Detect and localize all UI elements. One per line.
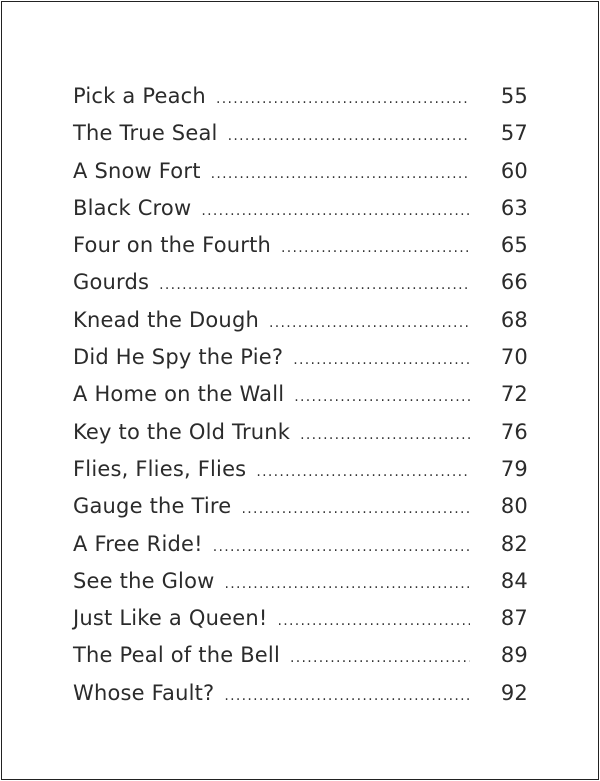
toc-entry-title: Gourds	[73, 270, 150, 295]
toc-entry-page: 68	[500, 307, 528, 332]
dot-leader	[213, 539, 470, 555]
toc-entry-title: Black Crow	[73, 195, 192, 220]
toc-entry	[73, 345, 528, 382]
dot-leader	[277, 613, 470, 629]
toc-entry-page: 65	[500, 233, 528, 258]
toc-entry-title: Knead the Dough	[73, 307, 259, 332]
toc-entry	[73, 420, 528, 457]
toc-entry	[73, 270, 528, 307]
toc-entry-page: 63	[500, 195, 528, 220]
toc-entry-page: 72	[500, 382, 528, 407]
toc-entry-page: 66	[500, 270, 528, 295]
toc-entry	[73, 159, 528, 196]
dot-leader	[256, 464, 470, 480]
toc-entry-title: A Snow Fort	[73, 158, 201, 183]
toc-entry	[73, 494, 528, 531]
toc-entry-page: 82	[500, 531, 528, 556]
toc-entry	[73, 681, 528, 718]
dot-leader	[290, 650, 470, 666]
toc-entry-page: 76	[500, 419, 528, 444]
toc-entry-page: 57	[500, 121, 528, 146]
toc-entry	[73, 121, 528, 158]
toc-entry-title: See the Glow	[73, 568, 215, 593]
toc-entry-page: 55	[500, 84, 528, 108]
dot-leader	[294, 389, 470, 405]
toc-entry-title: A Home on the Wall	[73, 382, 285, 407]
toc-entry	[73, 457, 528, 494]
dot-leader	[225, 576, 470, 592]
toc-entry-title: Gauge the Tire	[73, 494, 232, 519]
toc-entry-title: Did He Spy the Pie?	[73, 345, 284, 370]
dot-leader	[300, 427, 470, 443]
toc-entry	[73, 606, 528, 643]
toc-entry-page: 89	[500, 643, 528, 668]
toc-entry-title: The Peal of the Bell	[73, 643, 280, 668]
toc-entry	[73, 643, 528, 680]
toc-entry	[73, 532, 528, 569]
toc-entry	[73, 196, 528, 233]
dot-leader	[201, 203, 470, 219]
table-of-contents	[73, 84, 528, 718]
dot-leader	[228, 128, 470, 144]
toc-entry-title: Four on the Fourth	[73, 233, 272, 258]
toc-entry	[73, 84, 528, 121]
dot-leader	[159, 277, 470, 293]
toc-entry-title: A Free Ride!	[73, 531, 203, 556]
toc-entry-title: Pick a Peach	[73, 84, 206, 108]
toc-entry	[73, 308, 528, 345]
toc-entry-title: Just Like a Queen!	[73, 606, 268, 631]
toc-entry-page: 87	[500, 606, 528, 631]
dot-leader	[269, 315, 470, 331]
toc-entry-page: 92	[500, 680, 528, 705]
toc-entry-page: 84	[500, 568, 528, 593]
toc-entry	[73, 233, 528, 270]
dot-leader	[216, 91, 470, 107]
toc-entry	[73, 382, 528, 419]
toc-entry-title: Flies, Flies, Flies	[73, 456, 247, 481]
dot-leader	[224, 688, 470, 704]
dot-leader	[241, 501, 470, 517]
toc-entry-page: 60	[500, 158, 528, 183]
dot-leader	[293, 352, 470, 368]
dot-leader	[211, 166, 470, 182]
toc-entry-page: 80	[500, 494, 528, 519]
dot-leader	[281, 240, 470, 256]
toc-entry-title: Key to the Old Trunk	[73, 419, 291, 444]
document-page	[1, 1, 599, 780]
toc-entry-page: 79	[500, 456, 528, 481]
toc-entry-page: 70	[500, 345, 528, 370]
toc-entry-title: Whose Fault?	[73, 680, 215, 705]
toc-entry-title: The True Seal	[73, 121, 218, 146]
toc-entry	[73, 569, 528, 606]
